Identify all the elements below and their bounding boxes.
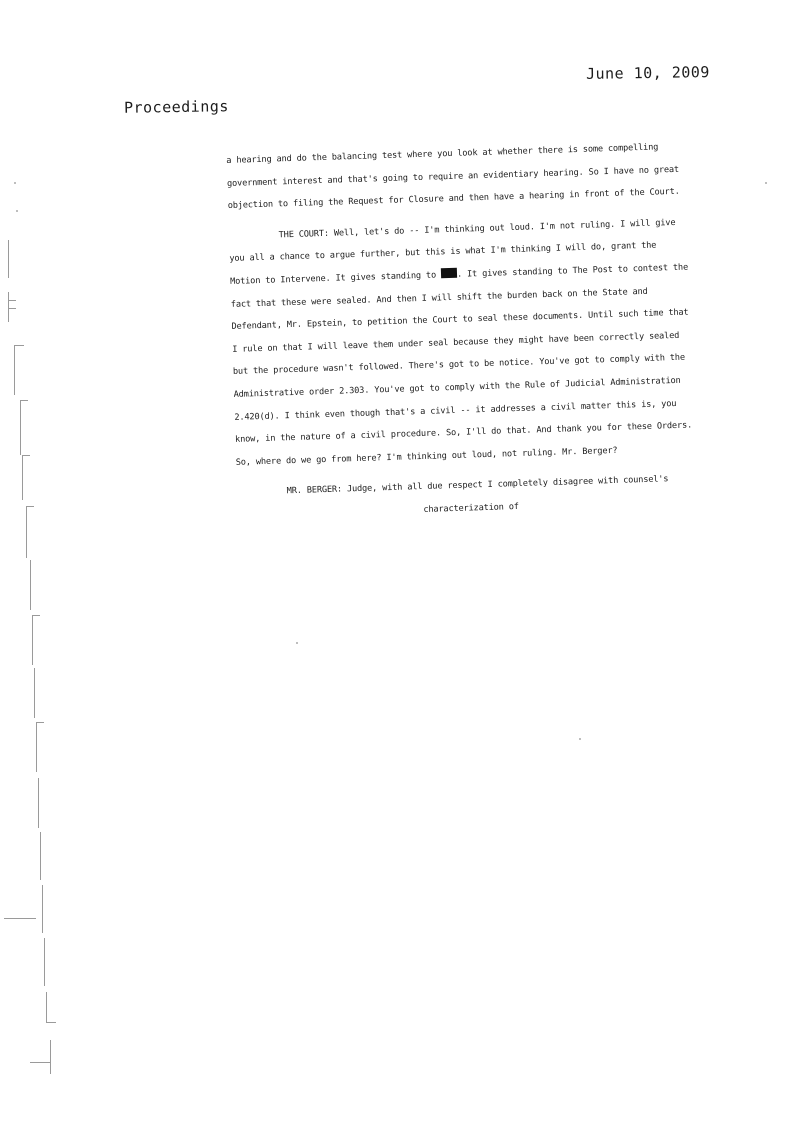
scan-margin-marks [0, 0, 80, 1123]
transcript-line: know, in the nature of a civil procedure. So, I'll do that. And thank you for these Orders. [234, 420, 693, 445]
transcript-line: THE COURT: Well, let's do -- I'm thinking out loud. I'm not ruling. I will give [278, 217, 676, 241]
transcript-line: 2.420(d). I think even though that's a civil -- it addresses a civil matter this is, you [234, 398, 677, 423]
transcript-line: a hearing and do the balancing test where you look at whether there is some compelling [226, 142, 659, 166]
scan-speck [579, 738, 581, 740]
transcript-line: Administrative order 2.303. You've got to comply with the Rule of Judicial Administration [233, 375, 681, 400]
section-heading: Proceedings [123, 97, 229, 117]
transcript-line: characterization of [423, 501, 519, 515]
transcript-line: objection to filing the Request for Closure and then have a hearing in front of the Court. [227, 186, 680, 212]
scan-speck [296, 642, 298, 644]
redaction-box [441, 268, 457, 278]
transcript-line: MR. BERGER: Judge, with all due respect I completely disagree with counsel's [286, 474, 669, 497]
page-date: June 10, 2009 [585, 63, 711, 83]
transcript-line: Defendant, Mr. Epstein, to petition the Court to seal these documents. Until such time that [231, 307, 689, 333]
transcript-text: Motion to Intervene. It gives standing to [229, 270, 437, 287]
transcript-line: So, where do we go from here? I'm thinking out loud, not ruling. Mr. Berger? [235, 445, 618, 468]
transcript-line: fact that these were sealed. And then I will shift the burden back on the State and [230, 286, 648, 310]
transcript-line: you all a chance to argue further, but this is what I'm thinking I will do, grant the [229, 240, 657, 265]
transcript-line: government interest and that's going to require an evidentiary hearing. So I have no great [226, 164, 680, 189]
scan-speck [765, 182, 767, 184]
transcript-line: but the procedure wasn't followed. There's got to be notice. You've got to comply with the [232, 353, 686, 378]
transcript-text: . It gives standing to The Post to contest the [456, 262, 689, 280]
transcript-line: I rule on that I will leave them under seal because they might have been correctly sealed [232, 330, 680, 355]
transcript-body [226, 135, 708, 527]
